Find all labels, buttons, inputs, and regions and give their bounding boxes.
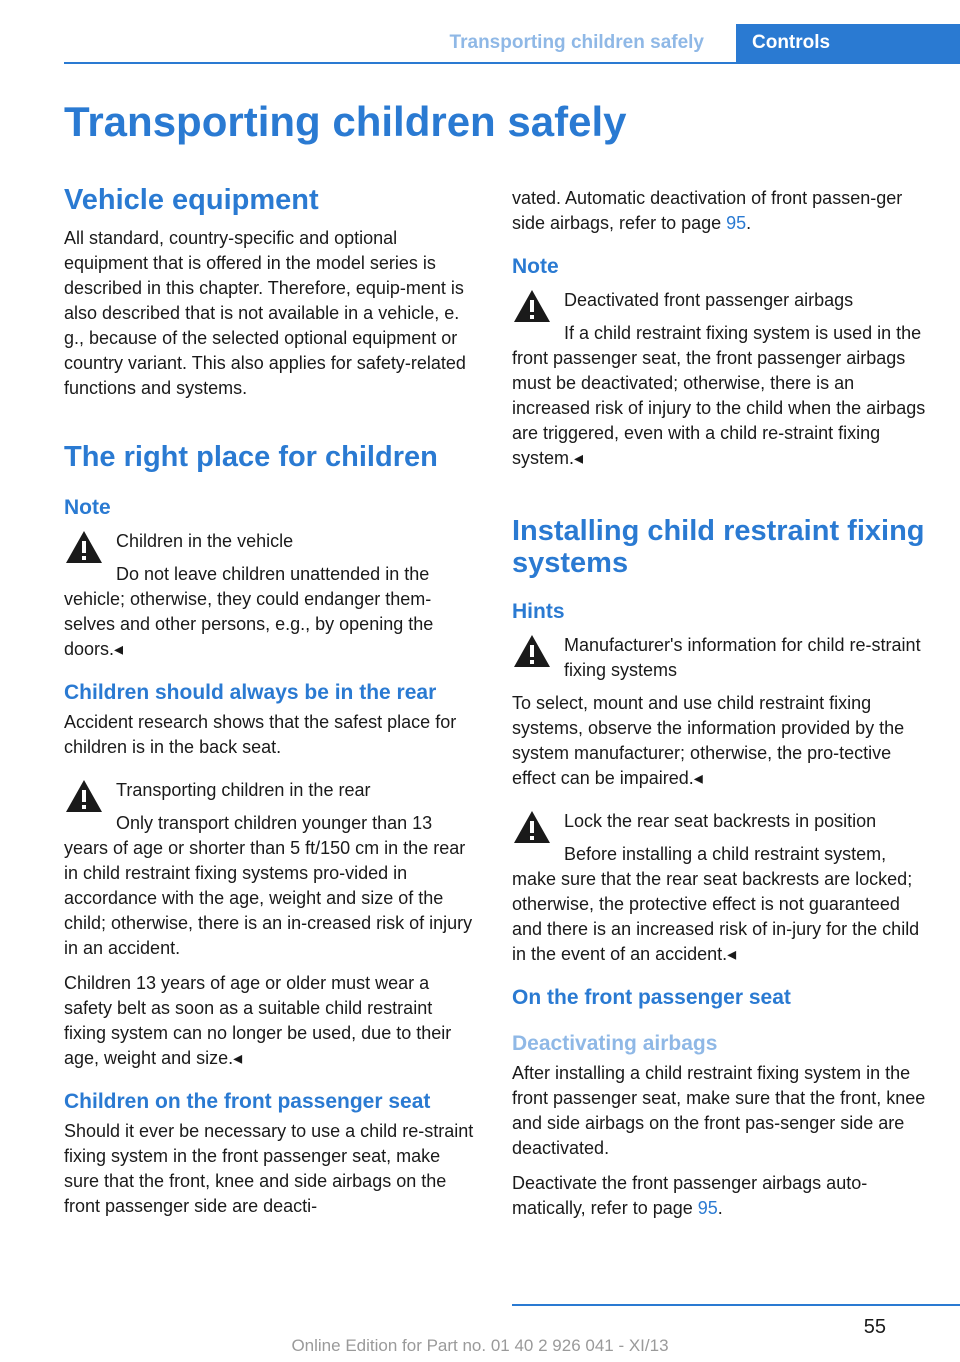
heading-installing: Installing child restraint fixing systems	[512, 515, 925, 579]
warning-triangle-icon	[512, 809, 552, 845]
footer-divider	[512, 1304, 960, 1306]
page-title: Transporting children safely	[64, 98, 627, 145]
warning-body	[512, 842, 927, 967]
warning-title: Lock the rear seat backrests in position	[564, 811, 877, 831]
paragraph-front: Should it ever be necessary to use a child re-straint fixing system in the front passenger seat, make sure that the front, knee and side airbags on the front passenger side are deacti-	[64, 1121, 474, 1216]
paragraph-vehicle-equipment: All standard, country-specific and optional equipment that is offered in the model series is described in this chapter. Therefore, equip-ment is also described that is not available in a vehicle, e. g., because of the selected optional equipment or country variant. This also applies for safety-related functions and systems.	[64, 228, 466, 398]
warning-triangle-icon	[64, 778, 104, 814]
text-fragment: Deactivate the front passenger airbags auto-matically, refer to page	[512, 1173, 868, 1218]
warning-body: To select, mount and use child restraint fixing systems, observe the information provided by the system manufacturer; otherwise, the pro-tective effect can be impaired.◂	[512, 693, 905, 788]
heading-vehicle-equipment: Vehicle equipment	[64, 184, 319, 216]
warning-title: Transporting children in the rear	[116, 780, 371, 800]
heading-children-rear: Children should always be in the rear	[64, 681, 437, 704]
warning-body-text: If a child restraint fixing system is used in the front passenger seat, the front passenger airbags must be deactivated; otherwise, there is an increased risk of injury to the child when the airbags are triggered, even with a child re-straint fixing system.◂	[512, 323, 926, 468]
heading-on-front-seat: On the front passenger seat	[512, 986, 791, 1009]
note-label: Note	[64, 496, 111, 519]
warning-body	[512, 321, 927, 471]
warning-lock-backrests	[512, 809, 927, 967]
hints-label: Hints	[512, 600, 565, 623]
text-fragment: vated. Automatic deactivation of front passen-ger side airbags, refer to page	[512, 188, 903, 233]
warning-title: Manufacturer's information for child re-straint fixing systems	[564, 635, 921, 680]
left-column	[64, 184, 479, 1219]
paragraph-continued	[512, 186, 927, 236]
warning-children-in-vehicle	[64, 529, 479, 662]
text-fragment: .	[717, 1198, 723, 1218]
warning-body	[64, 562, 479, 662]
header-section-title: Transporting children safely	[449, 32, 704, 53]
warning-title: Deactivated front passenger airbags	[564, 290, 854, 310]
warning-transport-rear	[64, 778, 479, 961]
warning-body-text: Only transport children younger than 13 years of age or shorter than 5 ft/150 cm in the rear in child restraint fixing systems pro-vided in accordance with the age, weight and size of the child; otherwise, there is an in-creased risk of injury in an accident.	[64, 813, 473, 958]
warning-body-text: Before installing a child restraint system, make sure that the rear seat backrests are locked; otherwise, the protective effect is not guaranteed and there is an increased risk of in-jury for the child in the event of an accident.◂	[512, 844, 920, 964]
heading-children-front: Children on the front passenger seat	[64, 1090, 431, 1113]
page-header	[64, 24, 960, 64]
heading-right-place: The right place for children	[64, 441, 438, 473]
page-link-95[interactable]: 95	[697, 1198, 718, 1218]
warning-body-text: Do not leave children unattended in the vehicle; otherwise, they could endanger them-selves and other persons, e.g., by opening the doors.◂	[64, 564, 434, 659]
warning-manufacturer-info	[512, 633, 927, 791]
heading-deactivating-airbags: Deactivating airbags	[512, 1032, 718, 1055]
header-tab-controls[interactable]: Controls	[736, 24, 960, 62]
warning-body	[64, 811, 479, 961]
paragraph-after-installing: After installing a child restraint fixing system in the front passenger seat, make sure that the front, knee and side airbags on the front pas-senger side are deactivated.	[512, 1063, 926, 1158]
warning-deactivated-airbags	[512, 288, 927, 471]
page-link-95[interactable]: 95	[726, 213, 747, 233]
right-column	[512, 186, 927, 1221]
footer-edition: Online Edition for Part no. 01 40 2 926 041 - XI/13	[291, 1336, 669, 1355]
warning-triangle-icon	[64, 529, 104, 565]
paragraph-rear: Accident research shows that the safest place for children is in the back seat.	[64, 712, 457, 757]
warning-triangle-icon	[512, 633, 552, 669]
page-number: 55	[863, 1316, 886, 1338]
text-fragment: .	[746, 213, 752, 233]
paragraph-deactivate	[512, 1171, 927, 1221]
note-label: Note	[512, 255, 559, 278]
warning-title: Children in the vehicle	[116, 531, 294, 551]
paragraph-older-children: Children 13 years of age or older must wear a safety belt as soon as a suitable child restraint fixing system can no longer be used, due to their age, weight and size.◂	[64, 973, 452, 1068]
warning-triangle-icon	[512, 288, 552, 324]
